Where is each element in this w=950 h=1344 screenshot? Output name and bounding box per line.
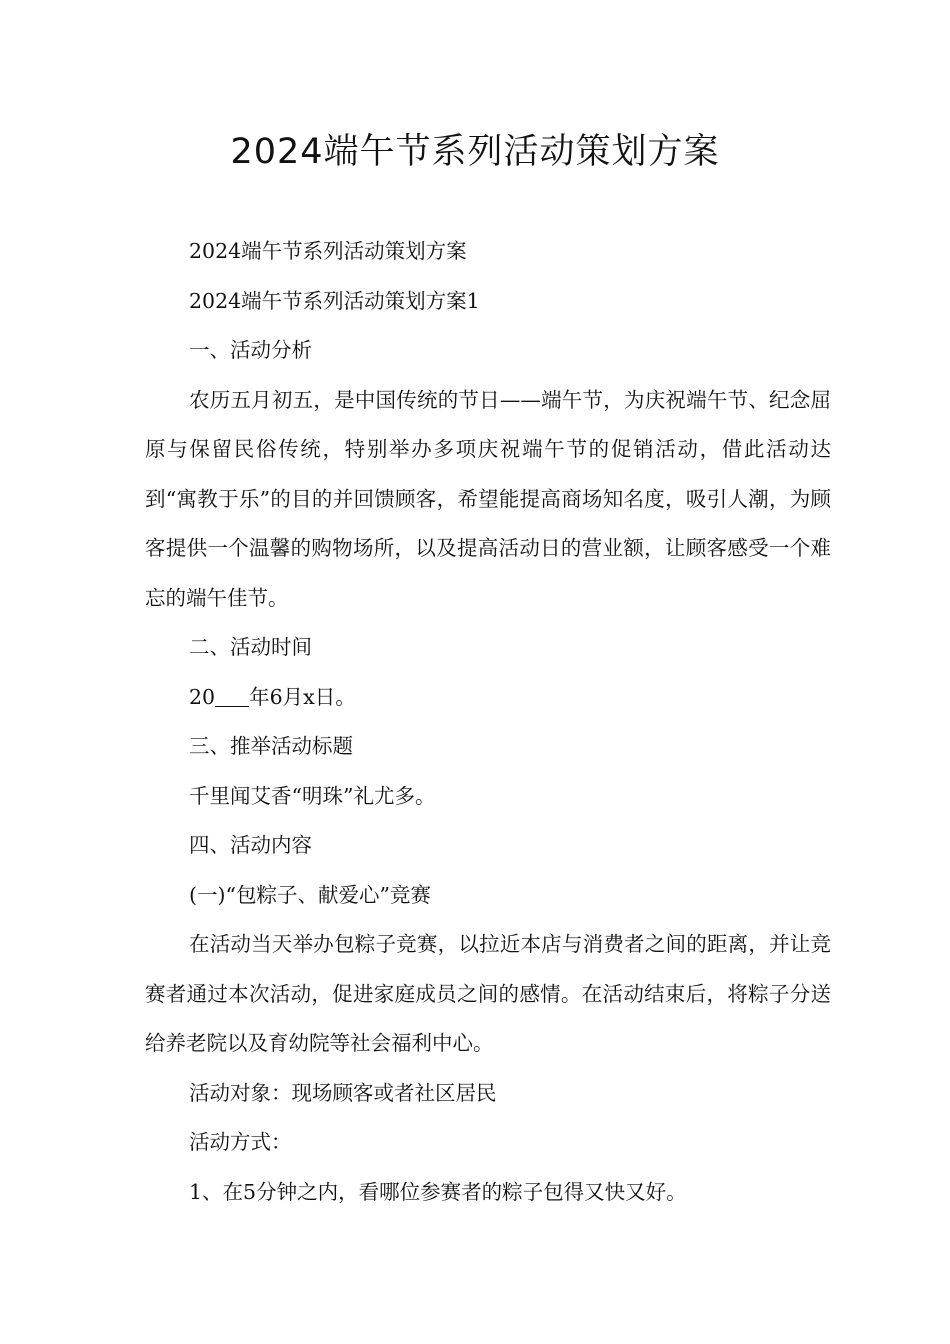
document-title: 2024端午节系列活动策划方案 — [230, 132, 720, 172]
paragraph-analysis: 农历五月初五，是中国传统的节日——端午节，为庆祝端午节、纪念屈原与保留民俗传统，特别举办多项庆祝端午节的促销活动，借此活动达到“寓教于乐”的目的并回馈顾客，希望能提高商场知名度，吸引人潮，为顾客提供一个温馨的购物场所，以及提高活动日的营业额，让顾客感受一个难忘的端午佳节。 — [145, 387, 831, 610]
paragraph-subtitle: 2024端午节系列活动策划方案 — [189, 239, 467, 263]
paragraph-slogan: 千里闻艾香“明珠”礼尤多。 — [189, 783, 436, 808]
paragraph-contest: 在活动当天举办包粽子竞赛，以拉近本店与消费者之间的距离，并让竞赛者通过本次活动，促进家庭成员之间的感情。在活动结束后，将粽子分送给养老院以及育幼院等社会福利中心。 — [145, 932, 831, 1055]
section-heading-title: 三、推举活动标题 — [189, 734, 353, 758]
section-heading-content: 四、活动内容 — [189, 833, 312, 857]
date-suffix: 年6月x日。 — [249, 684, 356, 709]
paragraph-target: 活动对象：现场顾客或者社区居民 — [189, 1080, 497, 1105]
paragraph-date — [145, 673, 831, 723]
subsection-heading-contest: (一)“包粽子、献爱心”竞赛 — [189, 882, 431, 907]
paragraph-plan-heading: 2024端午节系列活动策划方案1 — [189, 288, 480, 313]
document-body — [145, 227, 831, 1217]
section-heading-analysis: 一、活动分析 — [189, 338, 312, 362]
date-prefix: 20 — [189, 684, 216, 709]
paragraph-method-rule-1: 1、在5分钟之内，看哪位参赛者的粽子包得又快又好。 — [189, 1179, 687, 1204]
date-blank-underline — [215, 685, 249, 707]
paragraph-method-heading: 活动方式： — [189, 1130, 292, 1154]
section-heading-time: 二、活动时间 — [189, 635, 312, 659]
